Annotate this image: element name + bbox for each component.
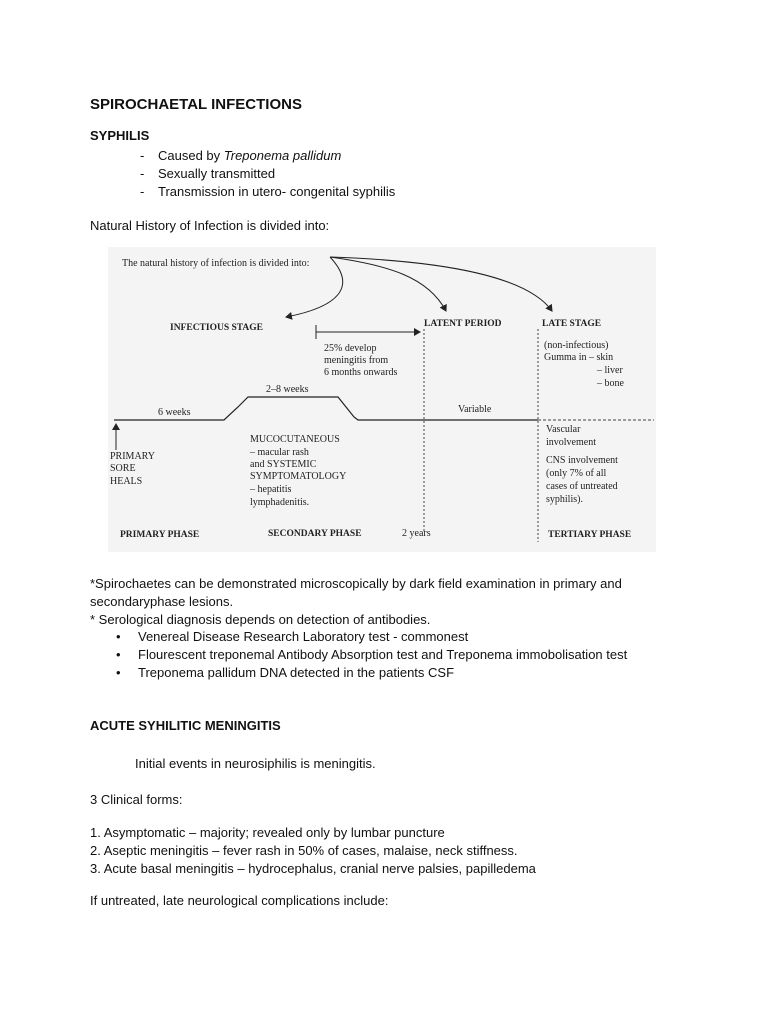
- late-stage-note-1: (non-infectious): [544, 340, 609, 351]
- late-stage-note-3: – liver: [597, 365, 623, 376]
- microscopy-line-1: *Spirochaetes can be demonstrated microscopically by dark field examination in primary and: [90, 576, 622, 591]
- primary-sore-3: HEALS: [110, 476, 143, 487]
- latent-period-label: LATENT PERIOD: [424, 319, 502, 329]
- syphilis-point: - Transmission in utero- congenital syphilis: [140, 183, 395, 201]
- clinical-forms-list: [90, 824, 536, 878]
- acute-meningitis-heading: ACUTE SYHILITIC MENINGITIS: [90, 718, 281, 733]
- primary-phase-label: PRIMARY PHASE: [120, 530, 200, 540]
- late-stage-note-4: – bone: [597, 378, 624, 389]
- syphilis-heading: SYPHILIS: [90, 128, 150, 143]
- primary-sore-1: PRIMARY: [110, 451, 156, 462]
- serology-line: * Serological diagnosis depends on detection of antibodies.: [90, 612, 431, 627]
- natural-history-figure: [108, 247, 656, 552]
- page-title: SPIROCHAETAL INFECTIONS: [90, 96, 302, 113]
- list-item: • Flourescent treponemal Antibody Absorption test and Treponema immobolisation test: [116, 646, 627, 664]
- secondary-note-6: lymphadenitis.: [250, 497, 310, 508]
- syphilis-points: [140, 147, 395, 201]
- tertiary-note-4: (only 7% of all: [546, 468, 607, 479]
- two-years-label: 2 years: [402, 528, 431, 539]
- secondary-phase-label: SECONDARY PHASE: [268, 529, 362, 539]
- list-item: • Treponema pallidum DNA detected in the patients CSF: [116, 664, 627, 682]
- tertiary-phase-label: TERTIARY PHASE: [548, 530, 632, 540]
- variable-label: Variable: [458, 404, 492, 415]
- secondary-note-3: and SYSTEMIC: [250, 459, 317, 470]
- initial-events-line: Initial events in neurosiphilis is meningitis.: [135, 756, 376, 771]
- syphilis-point: - Sexually transmitted: [140, 165, 395, 183]
- secondary-note-5: – hepatitis: [250, 484, 292, 495]
- tertiary-note-5: cases of untreated: [546, 481, 618, 492]
- clinical-forms-heading: 3 Clinical forms:: [90, 792, 183, 807]
- late-stage-label: LATE STAGE: [542, 319, 602, 329]
- six-weeks-label: 6 weeks: [158, 407, 191, 418]
- infectious-stage-label: INFECTIOUS STAGE: [170, 323, 264, 333]
- syphilis-point: - Caused by Treponema pallidum: [140, 147, 395, 165]
- two-eight-weeks-label: 2–8 weeks: [266, 384, 309, 395]
- list-item: 2. Aseptic meningitis – fever rash in 50% of cases, malaise, neck stiffness.: [90, 843, 518, 858]
- primary-sore-2: SORE: [110, 463, 136, 474]
- meningitis-note-3: 6 months onwards: [324, 367, 398, 378]
- list-item: 3. Acute basal meningitis – hydrocephalus, cranial nerve palsies, papilledema: [90, 861, 536, 876]
- meningitis-note-2: meningitis from: [324, 355, 389, 366]
- tertiary-note-2: involvement: [546, 437, 596, 448]
- late-complications-line: If untreated, late neurological complications include:: [90, 893, 389, 908]
- natural-history-intro: Natural History of Infection is divided into:: [90, 218, 330, 233]
- meningitis-note-1: 25% develop: [324, 343, 377, 354]
- secondary-note-4: SYMPTOMATOLOGY: [250, 471, 347, 482]
- list-item: • Venereal Disease Research Laboratory test - commonest: [116, 628, 627, 646]
- arrow-to-latent: [330, 257, 446, 311]
- secondary-note-2: – macular rash: [250, 447, 309, 458]
- microscopy-line-2: secondaryphase lesions.: [90, 594, 234, 609]
- secondary-note-1: MUCOCUTANEOUS: [250, 434, 340, 445]
- figure-caption-top: The natural history of infection is divided into:: [122, 258, 310, 269]
- tertiary-note-3: CNS involvement: [546, 455, 618, 466]
- tertiary-note-1: Vascular: [546, 424, 581, 435]
- list-item: 1. Asymptomatic – majority; revealed only by lumbar puncture: [90, 825, 445, 840]
- tests-list: [116, 628, 627, 682]
- tertiary-note-6: syphilis).: [546, 494, 583, 505]
- late-stage-note-2: Gumma in – skin: [544, 352, 614, 363]
- natural-history-diagram: [108, 247, 656, 552]
